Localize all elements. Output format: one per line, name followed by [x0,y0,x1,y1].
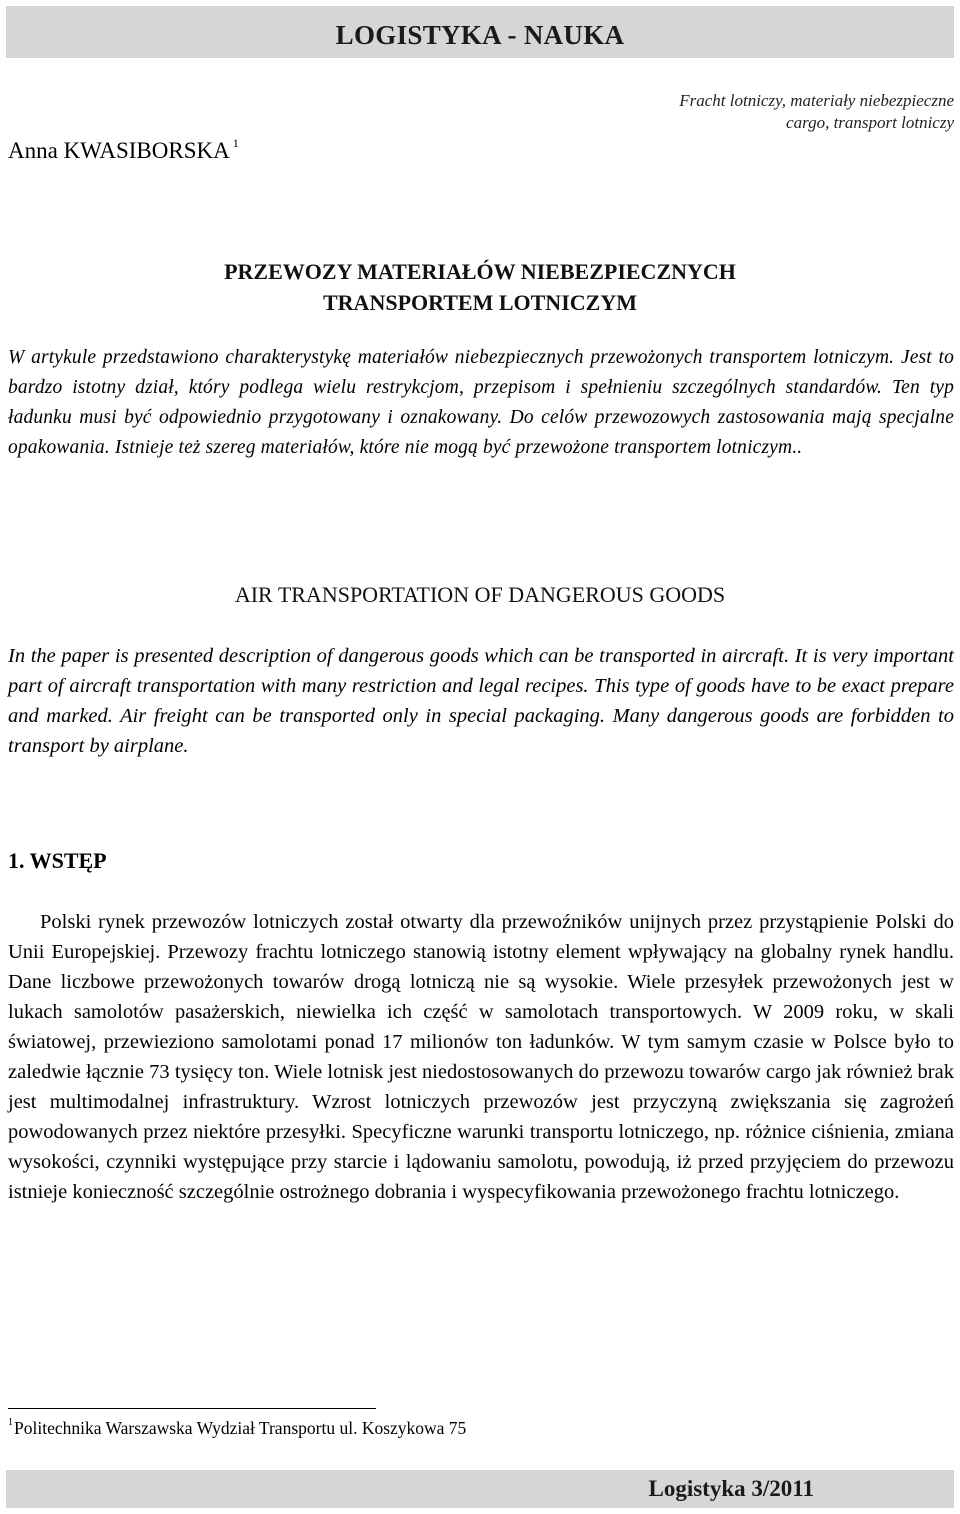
footnote-mark: 1 [8,1417,13,1429]
abstract-pl: W artykule przedstawiono charakterystykę materiałów niebezpiecznych przewożonych transportem lotniczym. Jest to bardzo istotny dział, który podlega wielu restrykcjom, przepisom i spełnieniu szczególnych standardów. Ten typ ładunku musi być odpowiednio przygotowany i oznakowany. Do celów przewozowych zastosowania mają specjalne opakowania. Istnieje też szereg materiałów, które nie mogą być przewożone transportem lotniczym.. [8,347,954,458]
journal-issue: Logistyka 3/2011 [648,1476,814,1501]
footnote-divider [8,1408,376,1409]
keywords [679,90,954,134]
author-name: Anna KWASIBORSKA [8,138,230,163]
journal-section-title: LOGISTYKA - NAUKA [335,20,625,50]
footnote [8,1418,466,1439]
footnote-text: Politechnika Warszawska Wydział Transportu ul. Koszykowa 75 [14,1418,467,1438]
author [8,138,239,164]
journal-header-bar [6,6,954,58]
author-footnote-mark: 1 [232,136,239,151]
article-title-pl-line-1: PRZEWOZY MATERIAŁÓW NIEBEZPIECZNYCH [224,259,736,284]
section-body: Polski rynek przewozów lotniczych został otwarty dla przewoźników unijnych przez przystąpienie Polski do Unii Europejskiej. Przewozy frachtu lotniczego stanowią istotny element wpływający na globalny rynek handlu. Dane liczbowe przewożonych towarów drogą lotniczą nie są wysokie. Wiele przesyłek przewożonych jest w lukach samolotów pasażerskich, niewielka ich część w samolotach transportowych. W 2009 roku, w skali światowej, przewieziono samolotami ponad 17 milionów ton ładunków. W tym samym czasie w Polsce było to zaledwie łącznie 73 tysięcy ton. Wiele lotnisk jest niedostosowanych do przewozu towarów cargo jak również brak jest multimodalnej infrastruktury. Wzrost lotniczych przewozów jest przyczyną zwiększania się zagrożeń powodowanych przez niektóre przesyłki. Specyficzne warunki transportu lotniczego, np. różnice ciśnienia, zmiana wysokości, czynniki występujące przy starcie i lądowaniu samolotu, powodują, iż przed przyjęciem do przewozu istnieje konieczność szczególnie ostrożnego dobrania i wyspecyfikowania przewożonego frachtu lotniczego. [8,911,954,1203]
abstract-en: In the paper is presented description of dangerous goods which can be transported in aircraft. It is very important part of aircraft transportation with many restriction and legal recipes. This type of goods have to be exact prepare and marked. Air freight can be transported only in special packaging. Many dangerous goods are forbidden to transport by airplane. [8,645,954,757]
keywords-line-1: Fracht lotniczy, materiały niebezpieczne [679,91,954,110]
article-title-pl [0,256,960,318]
keywords-line-2: cargo, transport lotniczy [786,113,954,132]
journal-footer-bar [6,1470,954,1508]
article-title-pl-line-2: TRANSPORTEM LOTNICZYM [323,290,637,315]
article-title-en: AIR TRANSPORTATION OF DANGEROUS GOODS [234,582,726,607]
section-heading: 1. WSTĘP [8,848,107,873]
